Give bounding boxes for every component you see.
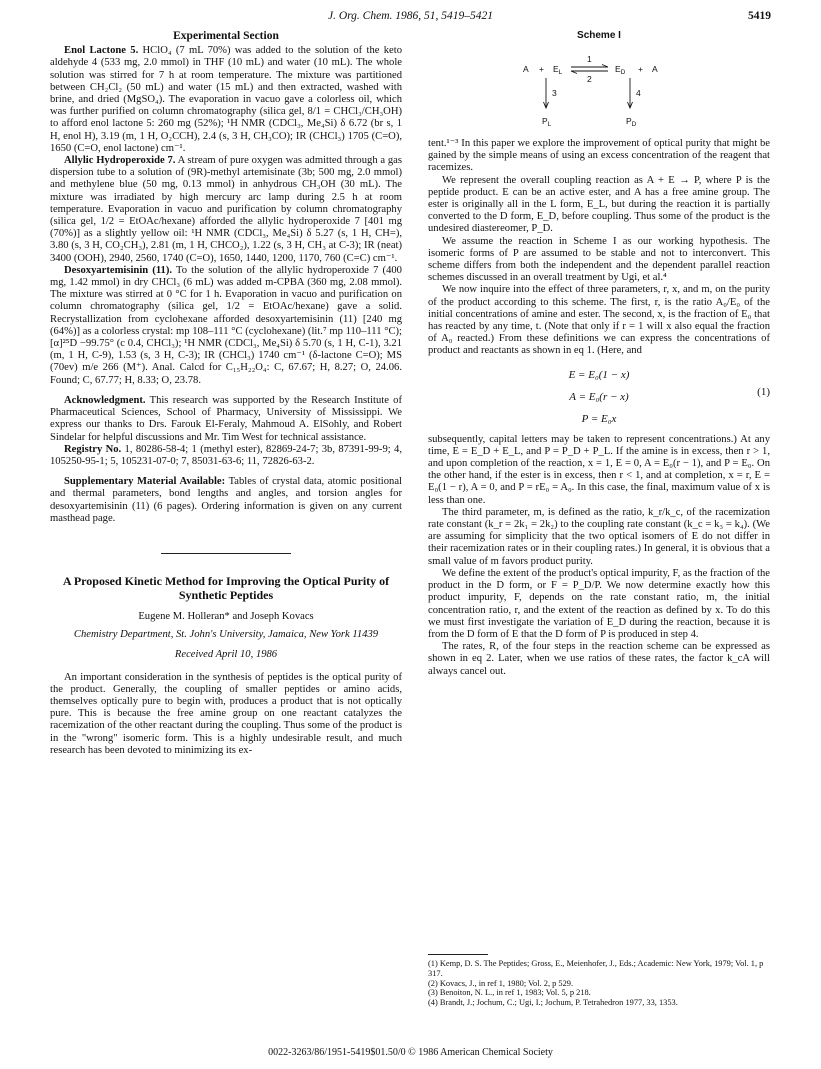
scheme-plus-left: + <box>539 64 544 74</box>
page-number: 5419 <box>748 10 771 22</box>
paragraph-desoxyartemisinin <box>50 265 402 387</box>
scheme-a-right: A <box>652 64 658 74</box>
paragraph-5: subsequently, capital letters may be taken to represent concentrations.) At any time, E = E_D + E_L, and P = P_D + P_L. If the amine is in excess, then r > 1, and upon completion of the reaction, x = 1, E = 0, A = E₀(r − 1), and P = E₀. On the other hand, if the ester is in excess, then r < 1, and at completion, x = r, E = E₀(1 − r), A = 0, and P = rE₀ = A₀. In this case, the final, maximum value of x is less than one. <box>428 433 770 506</box>
paragraph-heading: Desoxyartemisinin (11). <box>64 264 173 276</box>
footnote: (2) Kovacs, J., in ref 1, 1980; Vol. 2, p 529. <box>428 978 574 988</box>
rate-k2-label: 2 <box>587 74 592 84</box>
paragraph-heading: Registry No. <box>64 443 122 455</box>
left-column <box>50 30 402 757</box>
paragraph-body: 1, 80286-58-4; 1 (methyl ester), 82869-24-7; 3b, 87391-99-9; 4, 105250-95-1; 5, 105231-07-0; 7, 85031-63-6; 11, 72826-63-2. <box>50 443 402 467</box>
scheme-pl: $P_L$ <box>542 116 552 128</box>
affiliation: Chemistry Department, St. John's University, Jamaica, New York 11439 <box>73 629 379 641</box>
paragraph-heading: Acknowledgment. <box>64 394 146 406</box>
scheme-plus-right: + <box>638 64 643 74</box>
paragraph-7: We define the extent of the product's optical impurity, F, as the fraction of the product in the D form, or F = P_D/P. We now determine exactly how this product impurity, F, depends on the rate constant ratio, m, the initial concentration ratio, r, and the extent of the reaction as defined by x. To do this we must first investigate the variation of E_D during the reaction, because it is from the D form of E that the D form of P is produced in step 4. <box>428 567 770 640</box>
paragraph-heading: Allylic Hydroperoxide 7. <box>64 155 176 167</box>
paragraph-body: To the solution of the allylic hydroperoxide 7 (400 mg, 1.42 mmol) in dry CHCl₃ (6 mL) was added m-CPBA (360 mg, 2.08 mmol). The mixture was stirred at 0 °C for 1 h. Evaporation in vacuo and purification on column chromatography (silica gel, 1/2 = EtOAc/hexane) gave a solid. Recrystallization from cyclohexane afforded desoxyartemisinin (11) [240 mg (64%)] as a colorless crystal: mp 108–111 °C (cyclohexane) (lit.⁷ mp 110–111 °C); [α]²⁵D −99.75° (c 0.4, CHCl₃); ¹H NMR (CDCl₃, Me₄Si) δ 5.70 (s, 1 H, C-1), 3.21 (m, 1 H, C-9), 1.53 (s, 3 H, C-3); IR (CHCl₃) 1740 cm⁻¹ (δ-lactone C=O); MS (70ev) m/e 266 (M⁺). Anal. Calcd for C₁₅H₂₂O₄: C, 67.67; H, 8.27; O, 24.06. Found; C, 67.77; H, 8.33; O, 23.78. <box>50 264 402 386</box>
copyright-footer: 0022-3263/86/1951-5419$01.50/0 © 1986 American Chemical Society <box>268 1047 553 1058</box>
authors: Eugene M. Holleran* and Joseph Kovacs <box>138 610 314 622</box>
footnote: (4) Brandt, J.; Jochum, C.; Ugi, I.; Jochum, P. Tetrahedron 1977, 33, 1353. <box>428 998 678 1008</box>
rate-k1-label: 1 <box>587 54 592 64</box>
intro-paragraph: An important consideration in the synthesis of peptides is the optical purity of the product. Generally, the coupling of smaller peptides or amino acids, themselves optically pure to begin with, produces a product that is not optically pure. This is because the free amine group on one reactant catalyzes the racemization of the other reactant during the coupling. Thus some of the product is in the "wrong" isomeric form. This is a highly undesirable result, and much research has been devoted to minimizing its ex- <box>50 671 402 756</box>
paragraph-4: We now inquire into the effect of three parameters, r, x, and m, on the purity of the product according to this scheme. The first, r, is the ratio A₀/E₀ of the initial concentrations of amine and ester. The second, x, is the fraction of E₀ that has reacted by any time, t. (Note that only if r = 1 will x also equal the fraction of A₀ reacted.) From these definitions we can express the concentrations of product and reactants as shown in eq 1. (Here, and <box>428 284 770 357</box>
equation-p: P = E₀x <box>581 412 617 425</box>
equation-number: (1) <box>757 385 770 398</box>
journal-citation: J. Org. Chem. 1986, 51, 5419–5421 <box>327 10 494 22</box>
acknowledgment <box>50 395 402 444</box>
scheme-pd: $P_D$ <box>626 116 637 128</box>
supplementary-material <box>50 476 402 525</box>
equation-block-1 <box>428 364 770 430</box>
scheme-title: Scheme I <box>577 30 621 41</box>
scheme-diagram <box>428 40 770 138</box>
paragraph-body: HClO₄ (7 mL 70%) was added to the solution of the keto aldehyde 4 (533 mg, 2.0 mmol) in THF (10 mL) and water (10 mL). The whole solution was stirred for 7 h at room temperature. The mixture was partitioned between CH₂Cl₂ (50 mL) and water (15 mL) and then extracted, washed with brine, and dried (MgSO₄). The evaporation in vacuo gave a colorless oil, which was further purified on column chromatography (silica gel, 8/1 = CHCl₃/CH₃OH) to afford enol lactone 5: 260 mg (52%); ¹H NMR (CDCl₃, Me₄Si) δ 6.72 (br s, 1 H, enol H), 3.19 (m, 1 H, O₂CCH), 2.4 (s, 3 H, CH₃CO); IR (CHCl₃) 1705 (C=O), 1650 (C=O, enol lactone) cm⁻¹. <box>50 45 402 154</box>
equation-a: A = E₀(r − x) <box>569 390 629 403</box>
scheme-el: $E_L$ <box>553 64 563 76</box>
paragraph-3: We assume the reaction in Scheme I as our working hypothesis. The isomeric forms of P are assumed to be stable and not to interconvert. This scheme differs from both the independent and the dependent parallel reaction schemes discussed in an overall treatment by Ugi, et al.⁴ <box>428 235 770 284</box>
scheme-a-left: A <box>523 64 529 74</box>
paragraph-6: The third parameter, m, is defined as the ratio, k_r/k_c, of the racemization rate constant (k_r = 2k₁ = 2k₂) to the coupling rate constant (k_c = k₃ = k₄). (We are assuming for simplicity that the two optical isomers of E do not differ in their racemization rates or in their coupling rates.) In general, it is obvious that a small value of m favors product purity. <box>428 506 770 567</box>
footnote: (1) Kemp, D. S. The Peptides; Gross, E., Meienhofer, J., Eds.; Academic: New York, 1979; Vol. 1, p 317. <box>428 959 764 978</box>
registry-numbers <box>50 444 402 468</box>
paragraph-body: A stream of pure oxygen was admitted through a gas dispersion tube to a solution of (9R)-methyl artemisinate (3b; 500 mg, 2.0 mmol) and methylene blue (50 mg, 0.13 mmol) in anhydrous CH₃OH (30 mL). The mixture was irradiated by high mercury arc lamp during 2.5 h at room temperature. Evaporation in vacuo and purification by column chromatography (silica gel, 1/2 = EtOAc/hexane) afforded the allylic hydroperoxide 7 [401 mg (70%)] as a slightly yellow oil: ¹H NMR (CDCl₃, Me₄Si) δ 5.27 (s, 1 H, CH=), 3.80 (s, 3 H, CO₂CH₃), 2.81 (m, 1 H, CHCO₂), 1.22 (s, 3 H, CH₃ at C-3); IR (neat) 3400 (OOH), 2940, 2560, 1740 (C=O), 1650, 1440, 1200, 1170, 760 (C=C) cm⁻¹. <box>50 155 402 264</box>
footnotes <box>428 954 770 1008</box>
right-column <box>428 30 770 678</box>
paragraph-1: tent.¹⁻³ In this paper we explore the improvement of optical purity that might be gained by the simple means of using an excess concentration of the reagent that racemizes. <box>428 138 770 174</box>
equation-e: E = E₀(1 − x) <box>568 368 630 381</box>
paragraph-heading: Supplementary Material Available: <box>64 476 226 488</box>
scheme-ed: $E_D$ <box>615 64 626 76</box>
article-divider <box>161 553 291 554</box>
footnote: (3) Benoiton, N. L., in ref 1, 1983; Vol. 5, p 218. <box>428 988 591 998</box>
paragraph-body: This research was supported by the Research Institute of Pharmaceutical Sciences, School of Pharmacy, University of Mississippi. We express our thanks to Drs. Farouk El-Feraly, Mahmoud A. ElSohly, and Robert Sindelar for helpful discussions and Mr. Tim West for technical assistance. <box>50 394 402 443</box>
received-date: Received April 10, 1986 <box>174 649 278 661</box>
rate-k3-label: 3 <box>552 88 557 98</box>
paragraph-body: Tables of crystal data, atomic positional and thermal parameters, bond lengths and angles, and torsion angles for desoxyartemisinin (11) (6 pages). Ordering information is given on any current masthead page. <box>50 476 402 524</box>
rate-k4-label: 4 <box>636 88 641 98</box>
paragraph-hydroperoxide <box>50 155 402 265</box>
running-header <box>0 6 821 26</box>
article-title: A Proposed Kinetic Method for Improving the Optical Purity of Synthetic Peptides <box>62 573 390 602</box>
paragraph-enol-lactone <box>50 45 402 155</box>
footnote-rule <box>428 954 488 955</box>
paragraph-2: We represent the overall coupling reaction as A + E → P, where P is the peptide product. E can be an active ester, and A has a free amine group. The ester is originally all in the L form, E_L, but during the reaction it is partially converted to the D form, E_D, before coupling. Thus some of the product is the undesired diastereomer, P_D. <box>428 174 770 235</box>
section-title: Experimental Section <box>173 30 279 42</box>
reaction-scheme <box>428 30 770 138</box>
paragraph-8: The rates, R, of the four steps in the reaction scheme can be expressed as shown in eq 2. Later, when we use ratios of these rates, the factor k_cA will always cancel out. <box>428 641 770 677</box>
paragraph-heading: Enol Lactone 5. <box>64 45 139 57</box>
